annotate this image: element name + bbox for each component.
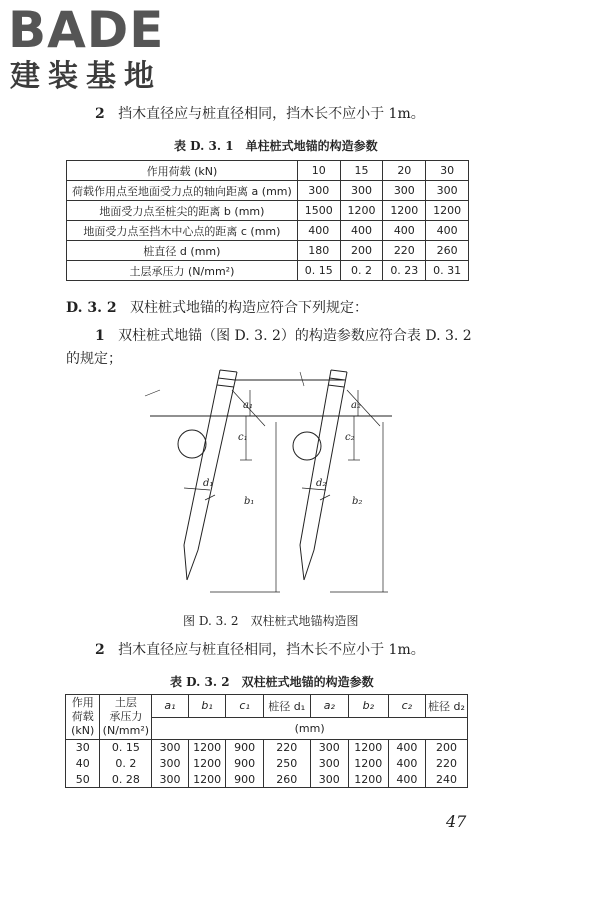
table-cell: 0. 31 [426,261,469,281]
table-cell: 地面受力点至桩尖的距离 b (mm) [67,201,298,221]
table-cell: 220 [426,756,468,772]
table-row [67,261,469,281]
table-cell: 900 [226,772,263,788]
table-cell: 土层承压力 (N/mm²) [67,261,298,281]
table-cell: 20 [383,161,426,181]
table-cell: 260 [426,241,469,261]
table-cell: 桩直径 d (mm) [67,241,298,261]
log-circle-1 [178,430,206,458]
table-cell: 300 [310,740,348,756]
header-soil: 土层 承压力 (N/mm²) [100,695,152,740]
table-cell: 300 [310,772,348,788]
page-number: 47 [446,812,467,831]
label-d1: d₁ [203,478,214,489]
table-cell: 300 [426,181,469,201]
table-cell: 1200 [348,772,388,788]
paragraph-item-1 [95,326,472,346]
table-cell: 200 [426,740,468,756]
table-cell: 1200 [426,201,469,221]
label-b1: b₁ [244,496,255,507]
table-cell: 地面受力点至挡木中心点的距离 c (mm) [67,221,298,241]
label-a2: a₂ [351,400,361,411]
table-cell: 200 [340,241,383,261]
table-cell: 0. 28 [100,772,152,788]
header-d1: 桩径 d₁ [263,695,310,718]
table-row [67,201,469,221]
table-cell: 作用荷载 (kN) [67,161,298,181]
table-row [67,221,469,241]
table-cell: 180 [297,241,340,261]
table-cell: 0. 15 [100,740,152,756]
table-cell: 300 [340,181,383,201]
label-c2: c₂ [345,432,355,443]
paragraph-item-2-top [95,104,425,124]
header-d2: 桩径 d₂ [426,695,468,718]
table-row [66,772,468,788]
table2-caption: 表 D. 3. 2 双柱桩式地锚的构造参数 [170,675,374,689]
table-cell: 1200 [348,740,388,756]
table-cell: 1200 [188,756,226,772]
table-cell: 300 [152,756,188,772]
brand-logo: BADE [8,1,165,59]
item-text: 挡木直径应与桩直径相同，挡木长不应小于 1m。 [118,642,425,658]
label-c1: c₁ [238,432,248,443]
anchor-figure [140,360,430,610]
section-text: 双柱桩式地锚的构造应符合下列规定： [129,300,368,316]
table-cell: 0. 15 [297,261,340,281]
table-cell: 10 [297,161,340,181]
table-cell: 30 [66,740,100,756]
table-cell: 300 [310,756,348,772]
log-circle-2 [293,432,321,460]
figure-caption: 图 D. 3. 2 双柱桩式地锚构造图 [183,614,359,628]
item-number: 1 [95,328,105,344]
table-row [67,241,469,261]
table-cell: 250 [263,756,310,772]
table-cell: 1200 [188,772,226,788]
table-cell: 400 [388,756,425,772]
table-cell: 50 [66,772,100,788]
label-a1: a₁ [243,400,253,411]
table-cell: 400 [340,221,383,241]
label-d2: d₂ [316,478,327,489]
label-b2: b₂ [352,496,363,507]
brand-subtitle: 建装基地 [10,59,162,94]
table-cell: 300 [152,772,188,788]
table-cell: 400 [388,740,425,756]
table-cell: 400 [426,221,469,241]
item-number: 2 [95,642,105,658]
item-text: 双柱桩式地锚（图 D. 3. 2）的构造参数应符合表 D. 3. 2 [118,328,472,344]
section-heading [66,298,368,318]
table-cell: 0. 23 [383,261,426,281]
header-c2: c₂ [388,695,425,718]
section-number: D. 3. 2 [66,300,117,316]
item-text: 挡木直径应与桩直径相同，挡木长不应小于 1m。 [118,106,425,122]
table-cell: 240 [426,772,468,788]
table1-caption: 表 D. 3. 1 单柱桩式地锚的构造参数 [174,139,378,153]
table-cell: 30 [426,161,469,181]
paragraph-item-2-bottom [95,640,425,660]
table-cell: 260 [263,772,310,788]
header-load: 作用 荷载 (kN) [66,695,100,740]
header-b1: b₁ [188,695,226,718]
header-b2: b₂ [348,695,388,718]
table-d32 [65,694,468,788]
table-cell: 300 [297,181,340,201]
table-row [66,740,468,756]
header-a1: a₁ [152,695,188,718]
table-row [67,161,469,181]
table-cell: 1200 [348,756,388,772]
pile-2 [300,370,347,580]
table-cell: 400 [297,221,340,241]
table-cell: 15 [340,161,383,181]
table-row [66,756,468,772]
table-cell: 1200 [340,201,383,221]
header-a2: a₂ [310,695,348,718]
table-d31 [66,160,469,281]
table-cell: 1200 [188,740,226,756]
table-cell: 300 [152,740,188,756]
table-cell: 40 [66,756,100,772]
table-cell: 0. 2 [340,261,383,281]
table-cell: 1200 [383,201,426,221]
table-row [67,181,469,201]
table-cell: 1500 [297,201,340,221]
table-cell: 400 [383,221,426,241]
table-cell: 400 [388,772,425,788]
pile-1 [184,370,237,580]
table-cell: 220 [383,241,426,261]
paragraph-item-1-cont: 的规定； [66,351,122,367]
table-cell: 300 [383,181,426,201]
table-header-row [66,695,468,718]
table-cell: 900 [226,740,263,756]
header-unit: (mm) [152,717,468,740]
table-cell: 900 [226,756,263,772]
table-cell: 0. 2 [100,756,152,772]
table-cell: 220 [263,740,310,756]
header-c1: c₁ [226,695,263,718]
table-cell: 荷载作用点至地面受力点的轴向距离 a (mm) [67,181,298,201]
item-number: 2 [95,106,105,122]
